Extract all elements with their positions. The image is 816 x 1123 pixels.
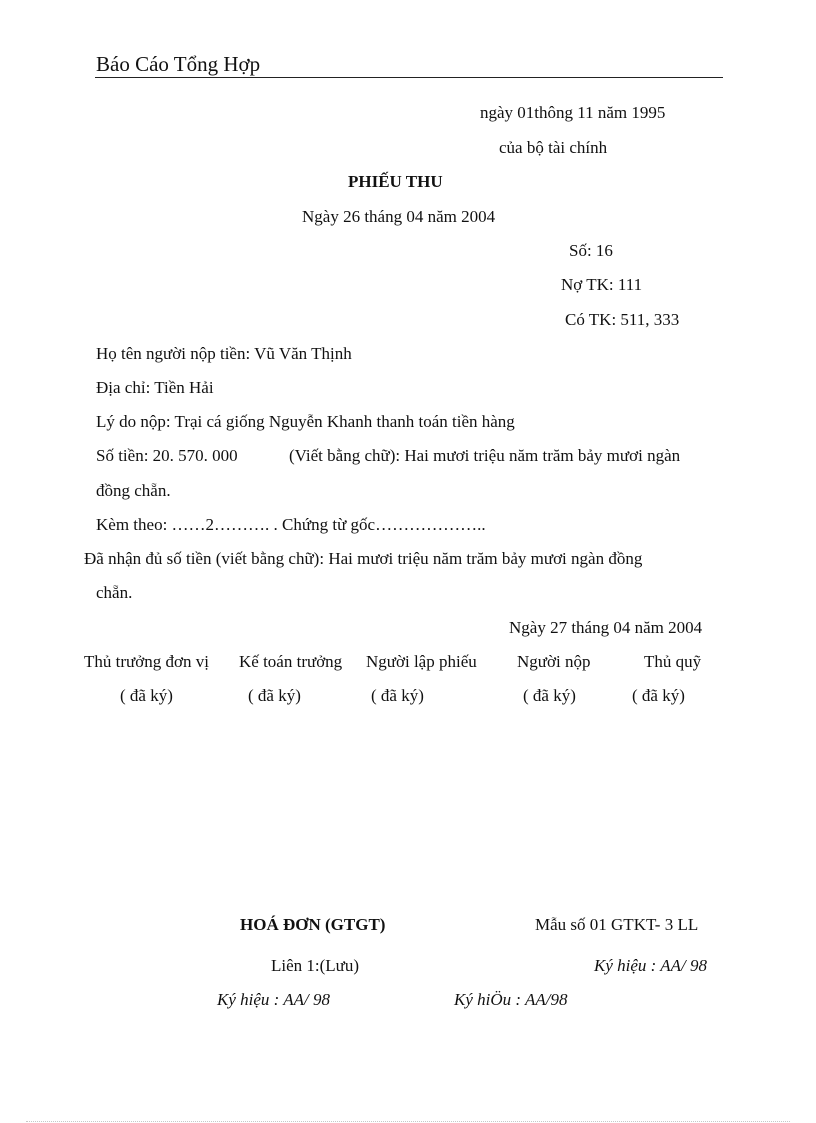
signatory-role: Người lập phiếu <box>366 652 477 671</box>
signatory-role: Kế toán trưởng <box>239 652 343 671</box>
receipt-credit-account: Có TK: 511, 333 <box>565 310 680 329</box>
page-bottom-border <box>26 1121 790 1122</box>
invoice-title: HOÁ ĐƠN (GTGT) <box>240 915 386 934</box>
received-amount-line: Đã nhận đủ số tiền (viết bằng chữ): Hai mươi triệu năm trăm bảy mươi ngàn đồng <box>84 549 643 568</box>
payer-name: Họ tên người nộp tiền: Vũ Văn Thịnh <box>96 344 352 363</box>
payer-address: Địa chỉ: Tiền Hải <box>96 378 214 397</box>
invoice-form-number: Mẫu số 01 GTKT- 3 LL <box>535 915 699 934</box>
signatory-role: Người nộp <box>517 652 591 671</box>
header-divider <box>95 77 723 78</box>
signatory-status: ( đã ký) <box>371 686 424 705</box>
receipt-date: Ngày 26 tháng 04 năm 2004 <box>302 207 496 226</box>
amount-in-words: (Viết bằng chữ): Hai mươi triệu năm trăm bảy mươi ngàn <box>289 446 681 465</box>
signatory-role: Thủ trưởng đơn vị <box>84 652 209 671</box>
decree-issuer-line: của bộ tài chính <box>499 138 608 157</box>
signature-date: Ngày 27 tháng 04 năm 2004 <box>509 618 703 637</box>
signatory-role: Thủ quỹ <box>644 652 702 671</box>
invoice-copy-label: Liên 1:(Lưu) <box>271 956 360 975</box>
payment-reason: Lý do nộp: Trại cá giống Nguyễn Khanh thanh toán tiền hàng <box>96 412 515 431</box>
invoice-symbol-left: Ký hiệu : AA/ 98 <box>217 990 330 1009</box>
signatory-status: ( đã ký) <box>523 686 576 705</box>
receipt-number: Số: 16 <box>569 241 613 260</box>
amount-in-words-cont: đồng chẵn. <box>96 481 171 500</box>
received-amount-cont: chẵn. <box>96 583 133 602</box>
invoice-symbol-right: Ký hiệu : AA/ 98 <box>594 956 707 975</box>
report-header-title: Báo Cáo Tổng Hợp <box>96 52 261 76</box>
amount-figure: Số tiền: 20. 570. 000 <box>96 446 238 465</box>
signatory-status: ( đã ký) <box>632 686 685 705</box>
receipt-title: PHIẾU THU <box>348 172 443 191</box>
signatory-status: ( đã ký) <box>120 686 173 705</box>
receipt-debit-account: Nợ TK: 111 <box>561 275 643 294</box>
signatory-status: ( đã ký) <box>248 686 301 705</box>
attachments-line: Kèm theo: ……2………. . Chứng từ gốc……………….. <box>96 515 486 534</box>
invoice-symbol-middle: Ký hiÖu : AA/98 <box>454 990 568 1009</box>
decree-date-line: ngày 01thông 11 năm 1995 <box>480 103 666 122</box>
